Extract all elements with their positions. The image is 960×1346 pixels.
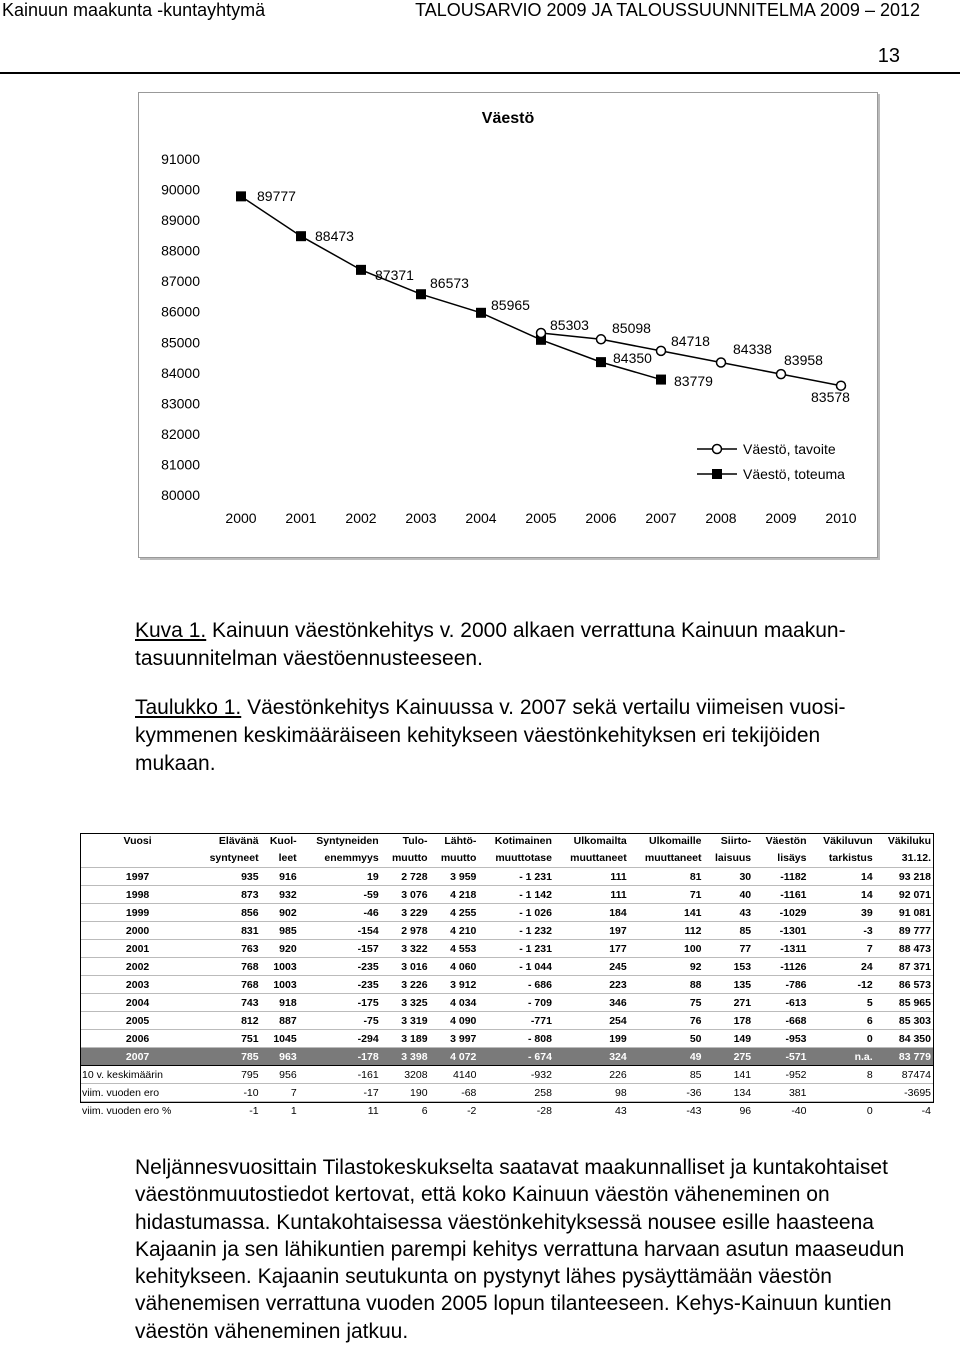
y-tick-label: 82000 (161, 425, 200, 442)
table-cell: 93 218 (875, 868, 933, 886)
table-cell: 49 (629, 1048, 704, 1066)
table-cell: -1182 (753, 868, 808, 886)
table-cell: 10 v. keskimäärin (80, 1066, 195, 1084)
x-tick-label: 2009 (765, 510, 797, 526)
data-label-toteuma: 87371 (375, 267, 414, 283)
table-cell: 85 965 (875, 994, 933, 1012)
y-tick-label: 91000 (161, 151, 200, 167)
table-cell: 856 (195, 904, 260, 922)
table-cell: 3 322 (381, 940, 430, 958)
table-cell: 89 777 (875, 922, 933, 940)
x-tick-label: 2001 (285, 510, 317, 526)
x-tick-label: 2003 (405, 510, 437, 526)
table-cell: 92 (629, 958, 704, 976)
population-chart-svg (139, 93, 877, 557)
table-cell: 39 (809, 904, 875, 922)
table-cell: 258 (478, 1084, 554, 1102)
column-header: muutto (440, 852, 477, 864)
table-cell: 245 (554, 958, 629, 976)
table-cell: 85 (629, 1066, 704, 1084)
table-cell: -75 (299, 1012, 381, 1030)
data-point-toteuma (596, 357, 606, 367)
data-point-tavoite (657, 346, 666, 355)
table-cell: 2002 (80, 958, 195, 976)
table-caption-label: Taulukko 1. (135, 696, 242, 719)
column-header: muuttaneet (644, 852, 702, 864)
table-cell: 2007 (80, 1048, 195, 1066)
table-cell: 795 (195, 1066, 260, 1084)
table-cell: - 1 026 (478, 904, 554, 922)
table-cell: 141 (704, 1066, 754, 1084)
table-row (80, 868, 933, 886)
table-cell: 87474 (875, 1066, 933, 1084)
table-cell: 2003 (80, 976, 195, 994)
x-tick-label: 2005 (525, 510, 557, 526)
table-cell: 6 (381, 1102, 430, 1120)
table-cell: -59 (299, 886, 381, 904)
table-cell: 223 (554, 976, 629, 994)
table-cell: 111 (554, 886, 629, 904)
table-cell: 768 (195, 958, 260, 976)
x-tick-label: 2000 (225, 510, 257, 526)
table-cell: -154 (299, 922, 381, 940)
y-tick-label: 89000 (161, 212, 200, 229)
table-cell: 935 (195, 868, 260, 886)
data-label-toteuma: 84350 (613, 350, 652, 366)
table-cell: 43 (704, 904, 754, 922)
table-cell: 7 (809, 940, 875, 958)
table-cell: 763 (195, 940, 260, 958)
table-cell: 1999 (80, 904, 195, 922)
table-cell: 920 (261, 940, 299, 958)
table-cell: 40 (704, 886, 754, 904)
table-cell: -235 (299, 976, 381, 994)
column-header (80, 850, 195, 868)
table-cell: 324 (554, 1048, 629, 1066)
table-cell: 768 (195, 976, 260, 994)
population-table (80, 833, 933, 1119)
table-row (80, 1102, 933, 1120)
table-cell: 30 (704, 868, 754, 886)
table-row (80, 1030, 933, 1048)
column-header: Elävänä (218, 835, 259, 847)
table-cell: 7 (261, 1084, 299, 1102)
table-cell: - 1 232 (478, 922, 554, 940)
table-cell: 1998 (80, 886, 195, 904)
table-cell: 88 (629, 976, 704, 994)
table-cell: -12 (809, 976, 875, 994)
table-row (80, 1066, 933, 1084)
table-cell: 91 081 (875, 904, 933, 922)
x-tick-label: 2008 (705, 510, 737, 526)
table-cell: -1 (195, 1102, 260, 1120)
table-cell: - 709 (478, 994, 554, 1012)
table-cell: 83 779 (875, 1048, 933, 1066)
table-cell: 2004 (80, 994, 195, 1012)
table-cell: 2006 (80, 1030, 195, 1048)
column-header: muutto (391, 852, 428, 864)
table-cell: 3 229 (381, 904, 430, 922)
table-row (80, 1048, 933, 1066)
table-header-row (80, 833, 933, 850)
data-label-tavoite: 85098 (612, 320, 651, 336)
table-cell: 1045 (261, 1030, 299, 1048)
table-cell: viim. vuoden ero % (80, 1102, 195, 1120)
data-point-tavoite (537, 329, 546, 338)
table-cell: 178 (704, 1012, 754, 1030)
table-cell: 5 (809, 994, 875, 1012)
data-point-toteuma (476, 308, 486, 318)
table-cell: -1301 (753, 922, 808, 940)
table-cell: 226 (554, 1066, 629, 1084)
table-cell: 4 072 (430, 1048, 479, 1066)
table-cell: -175 (299, 994, 381, 1012)
table-cell: 111 (554, 868, 629, 886)
table-cell: 3 076 (381, 886, 430, 904)
table-cell: 197 (554, 922, 629, 940)
table-cell: 141 (629, 904, 704, 922)
table-row (80, 940, 933, 958)
x-tick-label: 2004 (465, 510, 497, 526)
table-cell: 135 (704, 976, 754, 994)
table-cell: 24 (809, 958, 875, 976)
table-cell: 812 (195, 1012, 260, 1030)
page-number: 13 (877, 45, 900, 67)
table-cell: 184 (554, 904, 629, 922)
table-cell: 4 034 (430, 994, 479, 1012)
data-label-toteuma: 85965 (491, 297, 530, 313)
table-cell: 1003 (261, 958, 299, 976)
header-document-title: TALOUSARVIO 2009 JA TALOUSSUUNNITELMA 2009 – 2012 (415, 0, 920, 20)
table-caption-text-2: kymmenen keskimääräiseen kehitykseen väestönkehityksen eri tekijöiden (135, 724, 821, 747)
table-cell: -2 (430, 1102, 479, 1120)
table-row (80, 976, 933, 994)
column-header: syntyneet (209, 852, 259, 864)
data-point-toteuma (656, 375, 666, 385)
table-cell: 3 959 (430, 868, 479, 886)
table-cell: 3 997 (430, 1030, 479, 1048)
table-cell: 346 (554, 994, 629, 1012)
table-cell: 4 218 (430, 886, 479, 904)
table-cell: 81 (629, 868, 704, 886)
table-cell: -1311 (753, 940, 808, 958)
column-header: Väkiluvun (823, 835, 873, 847)
table-cell: 14 (809, 886, 875, 904)
population-chart (138, 92, 878, 558)
figure-caption-text-1: Kainuun väestönkehitys v. 2000 alkaen verrattuna Kainuun maakun- (206, 619, 846, 642)
table-cell: n.a. (809, 1048, 875, 1066)
table-cell: -68 (430, 1084, 479, 1102)
table-cell: 85 (704, 922, 754, 940)
table-cell: 3 325 (381, 994, 430, 1012)
table-cell: 873 (195, 886, 260, 904)
column-header: Väkiluku (887, 835, 931, 847)
table-cell: -10 (195, 1084, 260, 1102)
table-cell (809, 1084, 875, 1102)
table-cell: 75 (629, 994, 704, 1012)
column-header: Ulkomailta (573, 835, 627, 847)
table-header-row (80, 850, 933, 868)
table-cell: 916 (261, 868, 299, 886)
table-cell: 275 (704, 1048, 754, 1066)
table-cell: 918 (261, 994, 299, 1012)
chart-title: Väestö (481, 110, 535, 127)
table-cell: - 1 231 (478, 940, 554, 958)
table-cell: -952 (753, 1066, 808, 1084)
table-cell: 8 (809, 1066, 875, 1084)
table-cell: -613 (753, 994, 808, 1012)
table-cell: 381 (753, 1084, 808, 1102)
data-label-toteuma: 89777 (257, 188, 296, 204)
y-tick-label: 86000 (161, 303, 200, 320)
table-cell: 785 (195, 1048, 260, 1066)
table-cell: -571 (753, 1048, 808, 1066)
y-tick-label: 83000 (161, 395, 200, 412)
data-label-toteuma: 83779 (674, 373, 713, 389)
table-cell: 92 071 (875, 886, 933, 904)
table-cell: 19 (299, 868, 381, 886)
table-cell: -1126 (753, 958, 808, 976)
table-cell: 85 303 (875, 1012, 933, 1030)
table-cell: 4 553 (430, 940, 479, 958)
data-point-tavoite (717, 358, 726, 367)
table-cell: -178 (299, 1048, 381, 1066)
y-tick-label: 84000 (161, 364, 200, 381)
table-cell: 88 473 (875, 940, 933, 958)
y-tick-label: 88000 (161, 242, 200, 259)
data-label-tavoite: 84718 (671, 333, 710, 349)
table-cell: 153 (704, 958, 754, 976)
table-cell: 3 398 (381, 1048, 430, 1066)
data-point-tavoite (777, 370, 786, 379)
column-header: Syntyneiden (316, 835, 379, 847)
table-cell: -36 (629, 1084, 704, 1102)
table-cell: 43 (554, 1102, 629, 1120)
table-cell: - 1 044 (478, 958, 554, 976)
table-cell: -1161 (753, 886, 808, 904)
table-cell: viim. vuoden ero (80, 1084, 195, 1102)
table-cell: -161 (299, 1066, 381, 1084)
y-tick-label: 81000 (161, 456, 200, 473)
header-divider (0, 72, 960, 74)
legend-label-toteuma: Väestö, toteuma (743, 466, 845, 482)
table-cell: - 674 (478, 1048, 554, 1066)
table-cell: 190 (381, 1084, 430, 1102)
column-header: muuttotase (495, 852, 552, 864)
table-cell: -771 (478, 1012, 554, 1030)
column-header: muuttaneet (570, 852, 627, 864)
figure-caption-label: Kuva 1. (135, 619, 207, 642)
table-row (80, 1012, 933, 1030)
table-cell: 134 (704, 1084, 754, 1102)
table-cell: 2000 (80, 922, 195, 940)
table-cell: -786 (753, 976, 808, 994)
data-point-toteuma (296, 231, 306, 241)
table-cell: - 808 (478, 1030, 554, 1048)
table-cell: 3 319 (381, 1012, 430, 1030)
table-cell: 112 (629, 922, 704, 940)
column-header: Lähtö- (444, 835, 477, 847)
data-label-tavoite: 85303 (550, 317, 589, 333)
data-point-toteuma (416, 289, 426, 299)
column-header: Vuosi (123, 835, 152, 847)
table-cell: 86 573 (875, 976, 933, 994)
x-tick-label: 2010 (825, 510, 857, 526)
data-point-tavoite (597, 335, 606, 344)
table-cell: -40 (753, 1102, 808, 1120)
table-cell: -43 (629, 1102, 704, 1120)
table-cell: -46 (299, 904, 381, 922)
table-row (80, 994, 933, 1012)
table-caption-text-1: Väestönkehitys Kainuussa v. 2007 sekä vertailu viimeisen vuosi- (241, 696, 846, 719)
column-header: Tulo- (402, 835, 428, 847)
table-cell: 98 (554, 1084, 629, 1102)
table-cell: 87 371 (875, 958, 933, 976)
column-header: 31.12. (901, 852, 931, 864)
legend-label-tavoite: Väestö, tavoite (743, 441, 836, 457)
column-header: Ulkomaille (648, 835, 702, 847)
table-cell: 985 (261, 922, 299, 940)
table-caption (135, 694, 925, 778)
table-cell: 11 (299, 1102, 381, 1120)
data-label-tavoite: 83578 (811, 389, 850, 405)
table-cell: 932 (261, 886, 299, 904)
table-cell: 254 (554, 1012, 629, 1030)
table-cell: 956 (261, 1066, 299, 1084)
column-header: enemmyys (324, 852, 379, 864)
table-cell: 751 (195, 1030, 260, 1048)
table-cell: 84 350 (875, 1030, 933, 1048)
table-cell: 177 (554, 940, 629, 958)
table-cell: 743 (195, 994, 260, 1012)
table-cell: 1003 (261, 976, 299, 994)
x-tick-label: 2006 (585, 510, 617, 526)
table-cell: 2 728 (381, 868, 430, 886)
table-cell: 100 (629, 940, 704, 958)
table-cell: 0 (809, 1030, 875, 1048)
table-cell: -1029 (753, 904, 808, 922)
table-row (80, 922, 933, 940)
table-cell: 1997 (80, 868, 195, 886)
table-cell: -28 (478, 1102, 554, 1120)
table-cell: 71 (629, 886, 704, 904)
table-cell: -3 (809, 922, 875, 940)
table-cell: 902 (261, 904, 299, 922)
y-tick-label: 85000 (161, 334, 200, 351)
table-cell: 271 (704, 994, 754, 1012)
table-cell: 3 189 (381, 1030, 430, 1048)
y-tick-label: 80000 (161, 487, 200, 503)
table-cell: 0 (809, 1102, 875, 1120)
x-tick-label: 2002 (345, 510, 377, 526)
table-cell: 96 (704, 1102, 754, 1120)
column-header: lisäys (777, 852, 807, 864)
table-cell: - 1 231 (478, 868, 554, 886)
column-header: laisuus (714, 852, 752, 864)
table-cell: 3208 (381, 1066, 430, 1084)
column-header: leet (278, 852, 297, 864)
table-cell: -157 (299, 940, 381, 958)
table-cell: 76 (629, 1012, 704, 1030)
column-header: Siirto- (720, 835, 752, 847)
column-header: tarkistus (828, 852, 873, 864)
table-row (80, 904, 933, 922)
data-label-tavoite: 84338 (733, 341, 772, 357)
figure-caption-text-2: tasuunnitelman väestöennusteeseen. (135, 647, 483, 670)
table-cell: - 686 (478, 976, 554, 994)
body-paragraph: Neljännesvuosittain Tilastokeskukselta saatavat maakunnalliset ja kuntakohtaiset väestönmuutostiedot kertovat, että koko Kainuun väestön väheneminen on hidastumassa. Kuntakohtaisessa väestönkehityksessä nousee esille haasteena Kajaanin ja sen lähikuntien parempi kehitys verrattuna harvaan asutun maaseudun kehitykseen. Kajaanin seutukunta on pystynyt lähes pysäyttämään väestön vähenemisen verrattuna vuoden 2005 lopun tilanteeseen. Kehys-Kainuun kuntien väestön väheneminen jatkuu. (135, 1156, 905, 1343)
column-header: Kuol- (269, 835, 297, 847)
data-label-tavoite: 83958 (784, 352, 823, 368)
table-cell: 14 (809, 868, 875, 886)
table-row (80, 958, 933, 976)
table-cell: -932 (478, 1066, 554, 1084)
column-header: Kotimainen (494, 835, 552, 847)
table-cell: 3 912 (430, 976, 479, 994)
table-cell: -4 (875, 1102, 933, 1120)
table-cell: -235 (299, 958, 381, 976)
table-row (80, 886, 933, 904)
table-cell: 2001 (80, 940, 195, 958)
table-cell: 149 (704, 1030, 754, 1048)
table-cell: 6 (809, 1012, 875, 1030)
table-cell: 4140 (430, 1066, 479, 1084)
table-cell: 2 978 (381, 922, 430, 940)
table-cell: 4 255 (430, 904, 479, 922)
table-cell: 4 060 (430, 958, 479, 976)
table-cell: 1 (261, 1102, 299, 1120)
data-point-toteuma (236, 191, 246, 201)
table-cell: 77 (704, 940, 754, 958)
table-caption-text-3: mukaan. (135, 752, 216, 775)
table-cell: 887 (261, 1012, 299, 1030)
table-cell: 831 (195, 922, 260, 940)
page-header (0, 0, 960, 22)
column-header: Väestön (765, 835, 807, 847)
table-cell: 4 210 (430, 922, 479, 940)
table-cell: -953 (753, 1030, 808, 1048)
table-cell: -3695 (875, 1084, 933, 1102)
y-tick-label: 90000 (161, 181, 200, 198)
table-cell: 50 (629, 1030, 704, 1048)
header-organization: Kainuun maakunta -kuntayhtymä (2, 0, 266, 20)
table-row (80, 1084, 933, 1102)
figure-caption (135, 617, 925, 673)
data-label-toteuma: 86573 (430, 275, 469, 291)
table-cell: 199 (554, 1030, 629, 1048)
table-cell: 2005 (80, 1012, 195, 1030)
table-cell: -668 (753, 1012, 808, 1030)
data-label-toteuma: 88473 (315, 228, 354, 244)
table-cell: -17 (299, 1084, 381, 1102)
x-tick-label: 2007 (645, 510, 677, 526)
table-cell: -294 (299, 1030, 381, 1048)
table-cell: 3 226 (381, 976, 430, 994)
y-tick-label: 87000 (161, 273, 200, 290)
table-cell: 3 016 (381, 958, 430, 976)
legend-marker-toteuma (712, 469, 722, 479)
table-cell: 4 090 (430, 1012, 479, 1030)
legend-marker-tavoite (713, 445, 722, 454)
data-point-toteuma (356, 265, 366, 275)
table-cell: 963 (261, 1048, 299, 1066)
table-cell: - 1 142 (478, 886, 554, 904)
